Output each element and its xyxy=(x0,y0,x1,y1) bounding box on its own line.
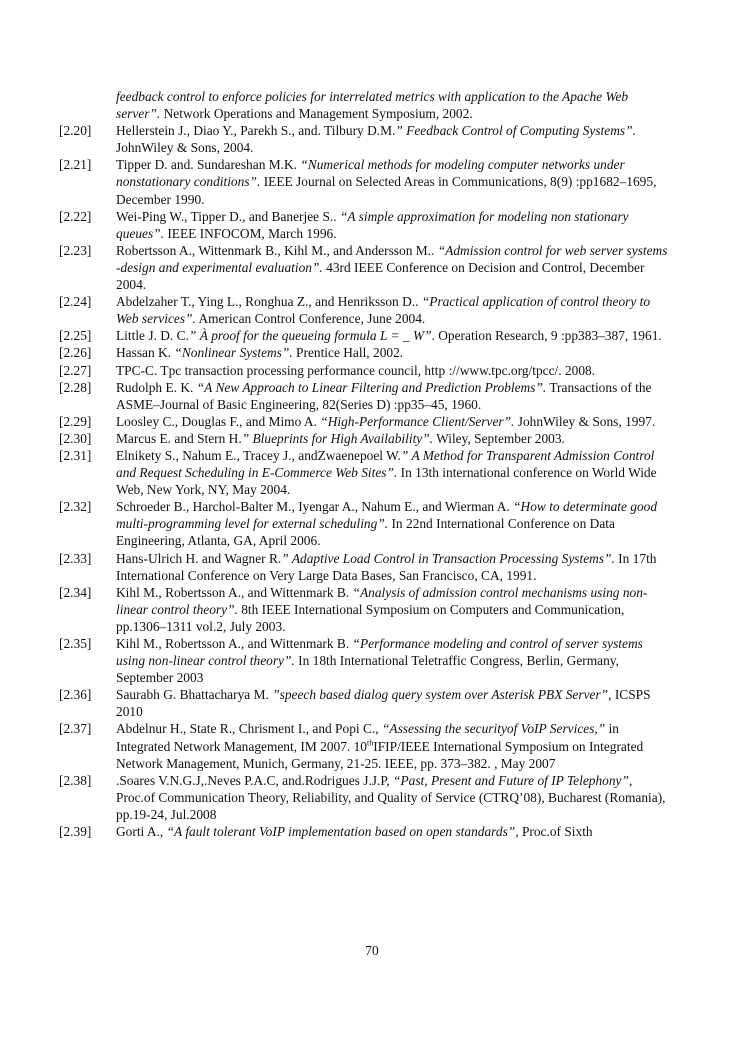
reference-segment: Marcus E. and Stern H. xyxy=(116,430,242,446)
reference-text xyxy=(116,413,669,430)
reference-segment: Little J. D. C. xyxy=(116,328,189,344)
reference-text xyxy=(116,379,669,413)
reference-entry xyxy=(59,208,669,242)
reference-text xyxy=(116,550,669,584)
reference-segment: 8th IEEE International Symposium on Computers and Communication, pp.1306–1311 vol.2, July 2003. xyxy=(116,601,625,634)
reference-segment: Hans-Ulrich H. and Wagner R. xyxy=(116,550,282,566)
reference-segment: Hellerstein J., Diao Y., Parekh S., and. Tilbury D.M. xyxy=(116,123,396,139)
reference-text xyxy=(116,447,669,498)
reference-segment: Abdelnur H., State R., Chrisment I., and Popi C., xyxy=(116,721,382,737)
reference-text xyxy=(116,584,669,635)
reference-segment: JohnWiley & Sons, 2004. xyxy=(116,140,254,156)
superscript: th xyxy=(367,738,374,748)
reference-text xyxy=(116,823,669,840)
reference-entry xyxy=(59,498,669,549)
reference-segment: Network Operations and Management Symposium, 2002. xyxy=(160,106,473,122)
reference-segment: Robertsson A., Wittenmark B., Kihl M., and Andersson M.. xyxy=(116,242,438,258)
reference-title: “Performance modeling and control of server systems using non-linear control theory”. xyxy=(116,636,643,669)
reference-number: [2.29] xyxy=(59,413,92,429)
reference-entry xyxy=(59,293,669,327)
reference-segment: Prentice Hall, 2002. xyxy=(292,345,404,361)
reference-text xyxy=(116,720,669,771)
reference-number: [2.23] xyxy=(59,242,92,258)
reference-title: “Past, Present and Future of IP Telephony” xyxy=(393,772,629,788)
reference-segment: in Integrated Network Management, IM 2007. 10 xyxy=(116,721,619,754)
reference-entry xyxy=(59,720,669,771)
reference-segment: Elnikety S., Nahum E., Tracey J., andZwaenepoel W. xyxy=(116,447,401,463)
reference-number: [2.31] xyxy=(59,447,92,463)
reference-text xyxy=(116,635,669,686)
reference-list xyxy=(59,88,669,840)
reference-segment: Transactions of the ASME–Journal of Basic Engineering, 82(Series D) :pp35–45, 1960. xyxy=(116,379,652,412)
reference-segment: , ICSPS 2010 xyxy=(116,687,651,720)
reference-title: “A New Approach to Linear Filtering and Prediction Problems”. xyxy=(196,379,547,395)
reference-segment: . Operation Research, 9 :pp383–387, 1961. xyxy=(431,328,662,344)
reference-text xyxy=(116,430,669,447)
reference-title: ” À proof for the queueing formula L = _ W” xyxy=(188,328,432,344)
reference-title: “Admission control for web server systems -design and experimental evaluation”. xyxy=(116,242,668,275)
reference-title: ”speech based dialog query system over Asterisk PBX Server” xyxy=(272,687,609,703)
reference-segment: 43rd IEEE Conference on Decision and Control, December 2004. xyxy=(116,259,645,293)
reference-number: [2.38] xyxy=(59,772,92,788)
reference-entry xyxy=(59,413,669,430)
reference-title: “Nonlinear Systems”. xyxy=(174,345,293,361)
reference-segment: .Soares V.N.G.J,.Neves P.A.C, and.Rodrigues J.J.P, xyxy=(116,772,394,788)
reference-number: [2.25] xyxy=(59,328,92,344)
reference-number: [2.24] xyxy=(59,294,92,310)
reference-text xyxy=(116,88,669,122)
reference-text xyxy=(116,242,669,293)
reference-text xyxy=(116,156,669,207)
reference-entry xyxy=(59,823,669,840)
reference-segment: Kihl M., Robertsson A., and Wittenmark B. xyxy=(116,584,353,600)
reference-text xyxy=(116,686,669,720)
reference-text xyxy=(116,122,669,156)
reference-segment: Tipper D. and. Sundareshan M.K. xyxy=(116,157,301,173)
reference-number: [2.39] xyxy=(59,824,92,840)
reference-title: ” Feedback Control of Computing Systems”. xyxy=(395,123,636,139)
reference-segment: JohnWiley & Sons, 1997. xyxy=(514,413,656,429)
reference-entry xyxy=(59,550,669,584)
reference-title: “A simple approximation for modeling non stationary queues”. xyxy=(116,208,629,241)
reference-entry xyxy=(59,635,669,686)
reference-segment: In 13th international conference on World Wide Web, New York, NY, May 2004. xyxy=(116,465,657,498)
reference-number: [2.34] xyxy=(59,584,92,600)
reference-segment: IEEE INFOCOM, March 1996. xyxy=(163,225,337,241)
reference-text xyxy=(116,362,669,379)
reference-entry xyxy=(59,379,669,413)
reference-number: [2.37] xyxy=(59,721,92,737)
reference-segment: In 22nd International Conference on Data Engineering, Atlanta, GA, April 2006. xyxy=(116,516,615,549)
reference-text xyxy=(116,498,669,549)
reference-text xyxy=(116,208,669,242)
reference-segment: Proc.of Sixth xyxy=(518,824,593,840)
reference-number: [2.35] xyxy=(59,636,92,651)
reference-entry xyxy=(59,344,669,361)
reference-number: [2.27] xyxy=(59,362,92,378)
reference-number: [2.33] xyxy=(59,550,92,566)
reference-title: “Practical application of control theory to Web services”. xyxy=(116,294,651,327)
reference-title: “Assessing the securityof VoIP Services,” xyxy=(381,721,606,737)
reference-entry xyxy=(59,686,669,720)
reference-entry xyxy=(59,156,669,207)
reference-entry xyxy=(59,362,669,379)
reference-number: [2.32] xyxy=(59,499,92,515)
reference-entry xyxy=(59,88,669,122)
reference-segment: Abdelzaher T., Ying L., Ronghua Z., and Henriksson D.. xyxy=(116,294,422,310)
reference-number: [2.26] xyxy=(59,345,92,361)
reference-entry xyxy=(59,430,669,447)
reference-title: ” Adaptive Load Control in Transaction Processing Systems”. xyxy=(281,550,615,566)
reference-entry xyxy=(59,584,669,635)
reference-segment: IFIP/IEEE International Symposium on Integrated Network Management, Munich, Germany, 21-25. IEEE, pp. 373–382. , May 2007 xyxy=(116,738,644,771)
reference-entry xyxy=(59,242,669,293)
reference-entry xyxy=(59,327,669,344)
reference-title: feedback control to enforce policies for interrelated metrics with application to the Apache Web server”. xyxy=(116,89,629,122)
reference-entry xyxy=(59,122,669,156)
reference-segment: In 17th International Conference on Very Large Data Bases, San Francisco, CA, 1991. xyxy=(116,550,657,583)
reference-segment: , Proc.of Communication Theory, Reliability, and Quality of Service (CTRQ’08), Bucharest (Romania), pp.19-24, Jul.2008 xyxy=(116,772,666,822)
reference-segment: In 18th International Teletraffic Congress, Berlin, Germany, September 2003 xyxy=(116,653,619,686)
reference-segment: Wei-Ping W., Tipper D., and Banerjee S.. xyxy=(116,208,340,224)
reference-title: “How to determinate good multi-programming level for external scheduling”. xyxy=(116,499,658,532)
reference-title: ” A Method for Transparent Admission Control and Request Scheduling in E-Commerce Web Sites”. xyxy=(116,447,655,481)
page-number: 70 xyxy=(365,943,379,958)
reference-segment: IEEE Journal on Selected Areas in Communications, 8(9) :pp1682–1695, December 1990. xyxy=(116,174,657,207)
reference-title: “Numerical methods for modeling computer networks under nonstationary conditions”. xyxy=(116,157,625,190)
reference-segment: Gorti A., xyxy=(116,824,167,840)
reference-title: ” Blueprints for High Availability”. xyxy=(241,430,434,446)
reference-text xyxy=(116,344,669,361)
reference-segment: Saurabh G. Bhattacharya M. xyxy=(116,687,273,703)
reference-segment: Loosley C., Douglas F., and Mimo A. xyxy=(116,413,321,429)
reference-segment: Kihl M., Robertsson A., and Wittenmark B. xyxy=(116,636,353,651)
reference-number: [2.20] xyxy=(59,123,92,139)
reference-segment: Schroeder B., Harchol-Balter M., Iyengar A., Nahum E., and Wierman A. xyxy=(116,499,514,515)
reference-number: [2.30] xyxy=(59,430,92,446)
reference-number: [2.22] xyxy=(59,208,92,224)
reference-segment: American Control Conference, June 2004. xyxy=(195,311,426,327)
reference-entry xyxy=(59,772,669,823)
reference-segment: TPC-C. Tpc transaction processing performance council, http ://www.tpc.org/tpcc/. 2008. xyxy=(116,362,596,378)
reference-segment: Hassan K. xyxy=(116,345,175,361)
reference-segment: Rudolph E. K. xyxy=(116,379,197,395)
reference-text xyxy=(116,772,669,823)
reference-title: “Analysis of admission control mechanisms using non-linear control theory”. xyxy=(116,584,648,617)
reference-number xyxy=(59,88,116,122)
reference-text xyxy=(116,293,669,327)
reference-number: [2.28] xyxy=(59,379,92,395)
reference-title: “High-Performance Client/Server”. xyxy=(320,413,515,429)
reference-number: [2.36] xyxy=(59,687,92,703)
reference-entry xyxy=(59,447,669,498)
reference-title: “A fault tolerant VoIP implementation based on open standards”, xyxy=(166,824,519,840)
reference-number: [2.21] xyxy=(59,157,92,173)
reference-text xyxy=(116,327,669,344)
reference-segment: Wiley, September 2003. xyxy=(433,430,565,446)
